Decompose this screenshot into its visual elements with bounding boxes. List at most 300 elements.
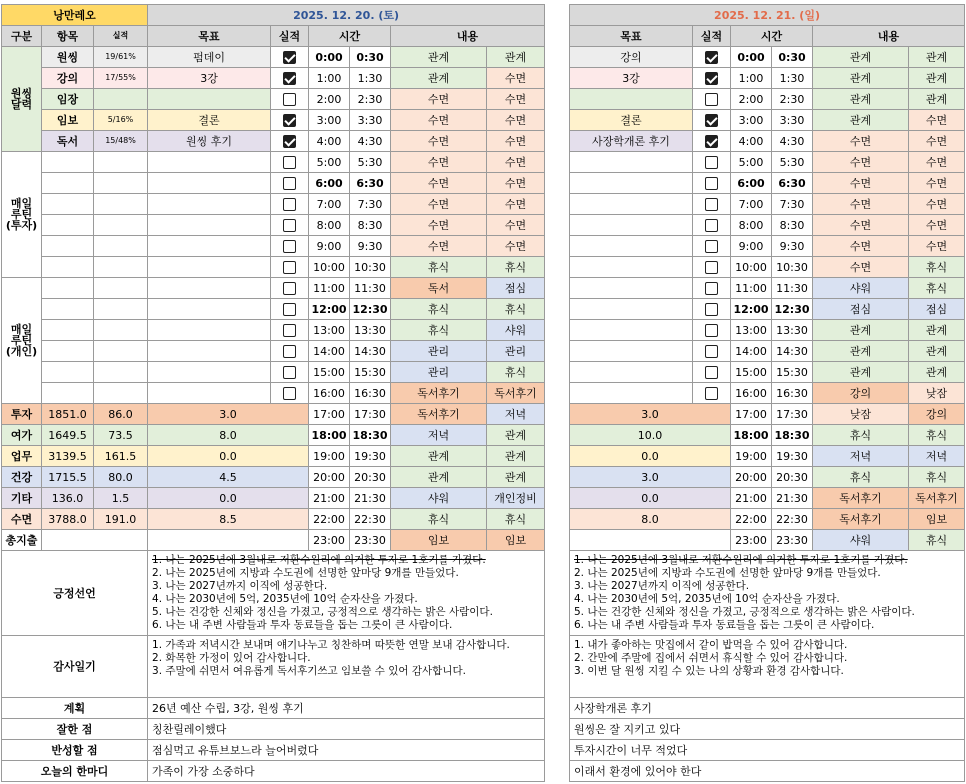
time-end: 2:30 xyxy=(772,89,813,110)
content-cell[interactable]: 휴식 xyxy=(909,467,965,488)
oneseong-item-name: 원씽 xyxy=(42,47,94,68)
content-cell[interactable]: 수면 xyxy=(909,152,965,173)
result-cell[interactable] xyxy=(693,278,731,299)
content-cell[interactable]: 관계 xyxy=(909,47,965,68)
content-cell[interactable]: 관계 xyxy=(909,320,965,341)
content-cell[interactable]: 관계 xyxy=(813,110,909,131)
time-start: 6:00 xyxy=(731,173,772,194)
checkbox[interactable] xyxy=(283,366,296,379)
summary-name: 건강 xyxy=(2,467,42,488)
time-start: 4:00 xyxy=(309,131,350,152)
goal-cell[interactable] xyxy=(570,194,693,215)
content-cell[interactable]: 수면 xyxy=(909,194,965,215)
time-end: 10:30 xyxy=(350,257,391,278)
result-cell[interactable] xyxy=(693,89,731,110)
content-cell[interactable]: 관리 xyxy=(391,362,487,383)
content-cell[interactable]: 관계 xyxy=(391,467,487,488)
empty-cell xyxy=(94,215,148,236)
content-cell[interactable]: 점심 xyxy=(909,299,965,320)
content-cell[interactable]: 관계 xyxy=(487,47,545,68)
summary-total-b: 73.5 xyxy=(94,425,148,446)
header-time: 시간 xyxy=(731,26,813,47)
content-cell[interactable]: 수면 xyxy=(391,131,487,152)
checkbox[interactable] xyxy=(705,387,718,400)
text-line: 5. 나는 건강한 신체와 정신을 가졌고, 긍정적으로 생각하는 밝은 사람이다. xyxy=(574,606,915,618)
time-row xyxy=(570,404,965,425)
content-cell[interactable]: 관리 xyxy=(487,341,545,362)
content-cell[interactable]: 휴식 xyxy=(391,509,487,530)
checkbox[interactable] xyxy=(705,324,718,337)
content-cell[interactable]: 수면 xyxy=(391,194,487,215)
empty-cell xyxy=(94,362,148,383)
content-cell[interactable]: 휴식 xyxy=(391,320,487,341)
empty-cell xyxy=(94,173,148,194)
content-cell[interactable]: 관계 xyxy=(813,341,909,362)
time-row xyxy=(570,341,965,362)
section-total: 총지출 xyxy=(2,530,42,551)
goal-cell[interactable] xyxy=(148,215,271,236)
good-point-text[interactable]: 칭찬릴레이했다 xyxy=(148,719,545,740)
result-cell[interactable] xyxy=(271,257,309,278)
content-cell[interactable]: 관계 xyxy=(487,425,545,446)
time-row xyxy=(2,110,545,131)
goal-cell[interactable] xyxy=(148,236,271,257)
summary-total-b: 161.5 xyxy=(94,446,148,467)
result-cell[interactable] xyxy=(693,152,731,173)
oneseong-item-stat: 5/16% xyxy=(94,110,148,131)
checkbox[interactable] xyxy=(283,156,296,169)
time-row xyxy=(2,89,545,110)
content-cell[interactable]: 개인정비 xyxy=(487,488,545,509)
checkbox[interactable] xyxy=(283,219,296,232)
checkbox[interactable] xyxy=(283,261,296,274)
text-line: 2. 나는 2025년에 지방과 수도권에 선명한 앞마당 9개를 만들었다. xyxy=(152,567,459,579)
time-row xyxy=(570,47,965,68)
summary-day-value: 0.0 xyxy=(148,446,309,467)
result-cell[interactable] xyxy=(271,68,309,89)
time-start: 0:00 xyxy=(309,47,350,68)
result-cell[interactable] xyxy=(271,47,309,68)
section-daily-personal: 매일 루틴 (개인) xyxy=(2,278,42,404)
time-row xyxy=(2,236,545,257)
summary-day-value: 3.0 xyxy=(570,404,731,425)
goal-cell[interactable] xyxy=(148,362,271,383)
text-line: 6. 나는 내 주변 사람들과 투자 동료들을 돕는 그릇이 큰 사람이다. xyxy=(152,619,453,631)
goal-cell[interactable] xyxy=(148,320,271,341)
checkbox[interactable] xyxy=(705,93,718,106)
time-start: 20:00 xyxy=(731,467,772,488)
content-cell[interactable]: 점심 xyxy=(487,278,545,299)
content-cell[interactable]: 휴식 xyxy=(487,362,545,383)
goal-cell[interactable] xyxy=(570,257,693,278)
time-row xyxy=(570,68,965,89)
result-cell[interactable] xyxy=(693,173,731,194)
reflection-text[interactable]: 점심먹고 유튜브보느라 늘어버렸다 xyxy=(148,740,545,761)
content-cell[interactable]: 휴식 xyxy=(909,425,965,446)
goal-cell[interactable]: 펌데이 xyxy=(148,47,271,68)
content-cell[interactable]: 수면 xyxy=(813,131,909,152)
time-row xyxy=(570,362,965,383)
time-row xyxy=(2,257,545,278)
bottom-label: 오늘의 한마디 xyxy=(2,761,148,782)
result-cell[interactable] xyxy=(271,383,309,404)
checkbox[interactable] xyxy=(283,240,296,253)
time-row xyxy=(2,446,545,467)
content-cell[interactable]: 관계 xyxy=(813,320,909,341)
content-cell[interactable]: 관계 xyxy=(909,341,965,362)
checkbox[interactable] xyxy=(283,72,296,85)
goal-cell[interactable] xyxy=(148,278,271,299)
result-cell[interactable] xyxy=(693,194,731,215)
time-end: 20:30 xyxy=(772,467,813,488)
content-cell[interactable]: 관계 xyxy=(391,446,487,467)
content-cell[interactable]: 수면 xyxy=(813,257,909,278)
text-line: 1. 가족과 저녁시간 보내며 얘기나누고 칭찬하며 따뜻한 연말 보내 감사합니다. xyxy=(152,639,510,651)
content-cell[interactable]: 수면 xyxy=(487,236,545,257)
result-cell[interactable] xyxy=(271,362,309,383)
content-cell[interactable]: 수면 xyxy=(909,131,965,152)
goal-cell[interactable]: 결론 xyxy=(148,110,271,131)
checkbox[interactable] xyxy=(283,177,296,190)
content-cell[interactable]: 저녁 xyxy=(487,404,545,425)
time-end: 9:30 xyxy=(772,236,813,257)
content-cell[interactable]: 독서 xyxy=(391,278,487,299)
gratitude-text[interactable] xyxy=(148,636,545,698)
content-cell[interactable]: 수면 xyxy=(909,236,965,257)
content-cell[interactable]: 낮잠 xyxy=(813,404,909,425)
checkbox[interactable] xyxy=(283,51,296,64)
goal-cell[interactable] xyxy=(570,152,693,173)
result-cell[interactable] xyxy=(271,236,309,257)
checkbox[interactable] xyxy=(283,282,296,295)
time-start: 1:00 xyxy=(309,68,350,89)
result-cell[interactable] xyxy=(271,173,309,194)
time-row xyxy=(2,47,545,68)
checkbox[interactable] xyxy=(705,51,718,64)
bottom-label: 잘한 점 xyxy=(2,719,148,740)
time-end: 19:30 xyxy=(350,446,391,467)
checkbox[interactable] xyxy=(283,135,296,148)
result-cell[interactable] xyxy=(693,236,731,257)
result-cell[interactable] xyxy=(271,215,309,236)
content-cell[interactable]: 독서후기 xyxy=(391,404,487,425)
content-cell[interactable]: 관계 xyxy=(909,362,965,383)
today-word-text[interactable]: 이래서 환경에 있어야 한다 xyxy=(570,761,965,782)
time-end: 21:30 xyxy=(772,488,813,509)
content-cell[interactable]: 관리 xyxy=(391,341,487,362)
goal-cell[interactable] xyxy=(148,152,271,173)
checkbox[interactable] xyxy=(705,114,718,127)
time-end: 23:30 xyxy=(350,530,391,551)
checkbox[interactable] xyxy=(705,156,718,169)
result-cell[interactable] xyxy=(693,299,731,320)
content-cell[interactable]: 독서후기 xyxy=(487,383,545,404)
content-cell[interactable]: 휴식 xyxy=(487,299,545,320)
result-cell[interactable] xyxy=(693,215,731,236)
content-cell[interactable]: 독서후기 xyxy=(909,488,965,509)
summary-total-a: 3139.5 xyxy=(42,446,94,467)
content-cell[interactable]: 수면 xyxy=(813,236,909,257)
result-cell[interactable] xyxy=(271,110,309,131)
right-planner-table xyxy=(569,4,965,782)
content-cell[interactable]: 임보 xyxy=(391,530,487,551)
content-cell[interactable]: 임보 xyxy=(487,530,545,551)
result-cell[interactable] xyxy=(693,362,731,383)
content-cell[interactable]: 수면 xyxy=(813,152,909,173)
result-cell[interactable] xyxy=(271,341,309,362)
time-end: 14:30 xyxy=(772,341,813,362)
goal-cell[interactable] xyxy=(148,341,271,362)
content-cell[interactable]: 수면 xyxy=(487,68,545,89)
content-cell[interactable]: 독서후기 xyxy=(813,509,909,530)
goal-cell[interactable] xyxy=(570,236,693,257)
checkbox[interactable] xyxy=(705,282,718,295)
content-cell[interactable]: 샤워 xyxy=(813,530,909,551)
content-cell[interactable]: 관계 xyxy=(813,47,909,68)
time-end: 1:30 xyxy=(350,68,391,89)
time-row xyxy=(2,488,545,509)
content-cell[interactable]: 수면 xyxy=(487,152,545,173)
content-cell[interactable]: 관계 xyxy=(909,89,965,110)
result-cell[interactable] xyxy=(271,194,309,215)
goal-cell[interactable] xyxy=(570,320,693,341)
goal-cell[interactable] xyxy=(570,278,693,299)
text-line: 3. 나는 2027년까지 이직에 성공한다. xyxy=(574,580,750,592)
content-cell[interactable]: 관계 xyxy=(909,68,965,89)
content-cell[interactable]: 관계 xyxy=(813,89,909,110)
checkbox[interactable] xyxy=(705,240,718,253)
empty-cell xyxy=(94,152,148,173)
text-line: 4. 나는 2030년에 5억, 2035년에 10억 순자산을 가졌다. xyxy=(152,593,418,605)
checkbox[interactable] xyxy=(705,177,718,190)
goal-cell[interactable] xyxy=(148,173,271,194)
content-cell[interactable]: 관계 xyxy=(487,467,545,488)
content-cell[interactable]: 수면 xyxy=(391,110,487,131)
content-cell[interactable]: 샤워 xyxy=(487,320,545,341)
result-cell[interactable] xyxy=(271,89,309,110)
time-start: 6:00 xyxy=(309,173,350,194)
goal-cell[interactable] xyxy=(148,383,271,404)
time-start: 11:00 xyxy=(731,278,772,299)
time-start: 23:00 xyxy=(309,530,350,551)
time-row xyxy=(570,320,965,341)
content-cell[interactable]: 수면 xyxy=(391,215,487,236)
time-end: 18:30 xyxy=(772,425,813,446)
content-cell[interactable]: 관계 xyxy=(813,68,909,89)
result-cell[interactable] xyxy=(693,383,731,404)
content-cell[interactable]: 독서후기 xyxy=(813,488,909,509)
content-cell[interactable]: 관계 xyxy=(813,362,909,383)
time-row xyxy=(2,404,545,425)
content-cell[interactable]: 휴식 xyxy=(909,257,965,278)
time-start: 18:00 xyxy=(731,425,772,446)
checkbox[interactable] xyxy=(705,261,718,274)
section-oneseong: 원씽 달력 xyxy=(2,47,42,152)
result-cell[interactable] xyxy=(693,47,731,68)
goal-cell[interactable]: 3강 xyxy=(148,68,271,89)
result-cell[interactable] xyxy=(693,131,731,152)
goal-cell[interactable]: 사장학개론 후기 xyxy=(570,131,693,152)
result-cell[interactable] xyxy=(693,341,731,362)
result-cell[interactable] xyxy=(271,131,309,152)
checkbox[interactable] xyxy=(283,324,296,337)
time-start: 16:00 xyxy=(309,383,350,404)
checkbox[interactable] xyxy=(705,366,718,379)
reflection-text[interactable]: 투자시간이 너무 적었다 xyxy=(570,740,965,761)
content-cell[interactable]: 휴식 xyxy=(487,509,545,530)
result-cell[interactable] xyxy=(693,68,731,89)
checkbox[interactable] xyxy=(705,72,718,85)
summary-day-value: 0.0 xyxy=(148,488,309,509)
time-end: 4:30 xyxy=(350,131,391,152)
checkbox[interactable] xyxy=(705,135,718,148)
content-cell[interactable]: 수면 xyxy=(487,131,545,152)
content-cell[interactable]: 수면 xyxy=(487,215,545,236)
content-cell[interactable]: 관계 xyxy=(391,68,487,89)
time-end: 0:30 xyxy=(350,47,391,68)
goal-cell[interactable] xyxy=(148,299,271,320)
content-cell[interactable]: 수면 xyxy=(391,173,487,194)
content-cell[interactable]: 강의 xyxy=(813,383,909,404)
content-cell[interactable]: 독서후기 xyxy=(391,383,487,404)
time-end: 7:30 xyxy=(772,194,813,215)
content-cell[interactable]: 수면 xyxy=(909,110,965,131)
goal-cell[interactable] xyxy=(570,341,693,362)
content-cell[interactable]: 수면 xyxy=(391,152,487,173)
goal-cell[interactable]: 3강 xyxy=(570,68,693,89)
checkbox[interactable] xyxy=(705,219,718,232)
time-start: 5:00 xyxy=(731,152,772,173)
goal-cell[interactable] xyxy=(570,89,693,110)
content-cell[interactable]: 샤워 xyxy=(813,278,909,299)
oneseong-item-stat: 17/55% xyxy=(94,68,148,89)
checkbox[interactable] xyxy=(705,198,718,211)
result-cell[interactable] xyxy=(271,299,309,320)
time-row xyxy=(570,467,965,488)
content-cell[interactable]: 수면 xyxy=(813,173,909,194)
checkbox[interactable] xyxy=(283,303,296,316)
content-cell[interactable]: 휴식 xyxy=(391,299,487,320)
goal-cell[interactable] xyxy=(148,257,271,278)
goal-cell[interactable]: 강의 xyxy=(570,47,693,68)
content-cell[interactable]: 점심 xyxy=(813,299,909,320)
checkbox[interactable] xyxy=(283,198,296,211)
content-cell[interactable]: 샤워 xyxy=(391,488,487,509)
time-start: 16:00 xyxy=(731,383,772,404)
empty-cell xyxy=(42,383,94,404)
content-cell[interactable]: 휴식 xyxy=(909,530,965,551)
oneseong-item-stat: 15/48% xyxy=(94,131,148,152)
time-row xyxy=(2,509,545,530)
checkbox[interactable] xyxy=(283,345,296,358)
content-cell[interactable]: 수면 xyxy=(487,194,545,215)
summary-name: 여가 xyxy=(2,425,42,446)
time-row xyxy=(570,152,965,173)
content-cell[interactable]: 수면 xyxy=(391,89,487,110)
checkbox[interactable] xyxy=(283,114,296,127)
content-cell[interactable]: 수면 xyxy=(487,173,545,194)
empty-cell xyxy=(94,278,148,299)
checkbox[interactable] xyxy=(705,303,718,316)
content-cell[interactable]: 수면 xyxy=(909,215,965,236)
content-cell[interactable]: 저녁 xyxy=(813,446,909,467)
checkbox[interactable] xyxy=(283,93,296,106)
content-cell[interactable]: 휴식 xyxy=(391,257,487,278)
time-end: 15:30 xyxy=(350,362,391,383)
content-cell[interactable]: 수면 xyxy=(487,110,545,131)
checkbox[interactable] xyxy=(705,345,718,358)
goal-cell[interactable] xyxy=(570,173,693,194)
content-cell[interactable]: 수면 xyxy=(813,194,909,215)
time-end: 21:30 xyxy=(350,488,391,509)
content-cell[interactable]: 수면 xyxy=(909,173,965,194)
time-end: 17:30 xyxy=(772,404,813,425)
time-end: 15:30 xyxy=(772,362,813,383)
affirmation-text[interactable] xyxy=(148,551,545,636)
content-cell[interactable]: 임보 xyxy=(909,509,965,530)
goal-cell[interactable] xyxy=(148,194,271,215)
time-end: 20:30 xyxy=(350,467,391,488)
time-start: 14:00 xyxy=(309,341,350,362)
content-cell[interactable]: 관계 xyxy=(391,47,487,68)
result-cell[interactable] xyxy=(271,278,309,299)
content-cell[interactable]: 관계 xyxy=(487,446,545,467)
section-daily-invest: 매일 루틴 (투자) xyxy=(2,152,42,278)
content-cell[interactable]: 수면 xyxy=(813,215,909,236)
time-start: 23:00 xyxy=(731,530,772,551)
time-row xyxy=(2,278,545,299)
today-word-text[interactable]: 가족이 가장 소중하다 xyxy=(148,761,545,782)
content-cell[interactable]: 수면 xyxy=(487,89,545,110)
content-cell[interactable]: 강의 xyxy=(909,404,965,425)
content-cell[interactable]: 휴식 xyxy=(487,257,545,278)
plan-text[interactable]: 사장학개론 후기 xyxy=(570,698,965,719)
checkbox[interactable] xyxy=(283,387,296,400)
time-row xyxy=(570,278,965,299)
good-point-text[interactable]: 원씽은 잘 지키고 있다 xyxy=(570,719,965,740)
gratitude-text[interactable] xyxy=(570,636,965,698)
goal-cell[interactable] xyxy=(570,299,693,320)
result-cell[interactable] xyxy=(693,320,731,341)
content-cell[interactable]: 수면 xyxy=(391,236,487,257)
goal-cell[interactable] xyxy=(570,362,693,383)
oneseong-item-stat: 19/61% xyxy=(94,47,148,68)
time-end: 10:30 xyxy=(772,257,813,278)
time-start: 3:00 xyxy=(731,110,772,131)
goal-cell[interactable]: 결론 xyxy=(570,110,693,131)
goal-cell[interactable] xyxy=(570,383,693,404)
plan-text[interactable]: 26년 예산 수립, 3강, 원씽 후기 xyxy=(148,698,545,719)
affirmation-text[interactable] xyxy=(570,551,965,636)
content-cell[interactable]: 낮잠 xyxy=(909,383,965,404)
content-cell[interactable]: 저녁 xyxy=(909,446,965,467)
text-line: 3. 이번 달 원씽 지킬 수 있는 나의 상황과 환경 감사합니다. xyxy=(574,665,844,677)
result-cell[interactable] xyxy=(693,257,731,278)
content-cell[interactable]: 휴식 xyxy=(813,425,909,446)
time-row xyxy=(2,425,545,446)
content-cell[interactable]: 저녁 xyxy=(391,425,487,446)
content-cell[interactable]: 휴식 xyxy=(813,467,909,488)
content-cell[interactable]: 휴식 xyxy=(909,278,965,299)
result-cell[interactable] xyxy=(271,320,309,341)
goal-cell[interactable] xyxy=(570,215,693,236)
time-row xyxy=(570,110,965,131)
goal-cell[interactable]: 원씽 후기 xyxy=(148,131,271,152)
goal-cell[interactable] xyxy=(148,89,271,110)
result-cell[interactable] xyxy=(693,110,731,131)
result-cell[interactable] xyxy=(271,152,309,173)
time-row xyxy=(2,383,545,404)
